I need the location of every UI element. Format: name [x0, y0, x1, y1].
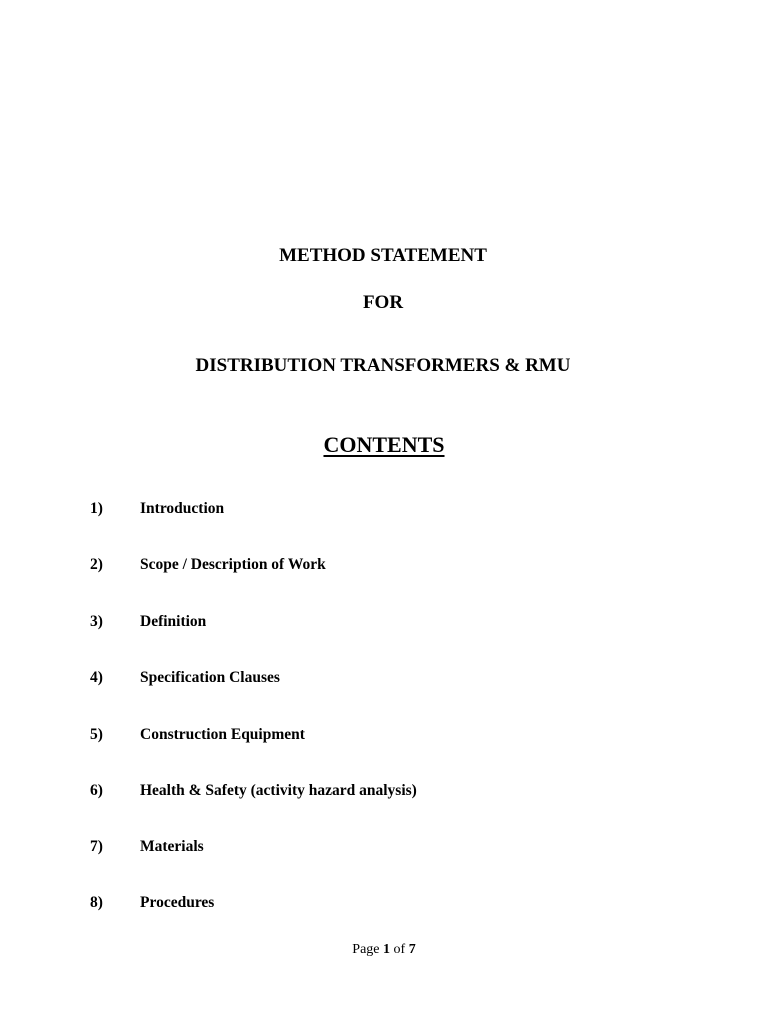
toc-label: Construction Equipment — [140, 726, 305, 743]
toc-number: 3) — [90, 613, 103, 630]
toc-item — [90, 892, 690, 914]
toc-item — [90, 724, 690, 746]
toc-number: 1) — [90, 500, 103, 517]
contents-heading: CONTENTS — [323, 432, 445, 457]
toc-label: Definition — [140, 613, 207, 630]
toc-item — [90, 667, 690, 689]
toc-label: Procedures — [140, 894, 215, 911]
page-footer — [0, 940, 768, 960]
toc-label: Scope / Description of Work — [140, 556, 326, 573]
toc-number: 5) — [90, 726, 103, 743]
toc-label: Specification Clauses — [140, 669, 280, 686]
toc-item — [90, 554, 690, 576]
toc-label: Materials — [140, 838, 204, 855]
page-of-label: of — [390, 942, 409, 957]
toc-label: Introduction — [140, 500, 225, 517]
title-line-for: FOR — [362, 292, 404, 313]
toc-number: 2) — [90, 556, 103, 573]
toc-number: 8) — [90, 894, 103, 911]
toc-number: 6) — [90, 782, 103, 799]
page-total-number: 7 — [408, 942, 416, 957]
title-line-subject: DISTRIBUTION TRANSFORMERS & RMU — [195, 355, 571, 376]
title-line-method-statement: METHOD STATEMENT — [279, 245, 487, 266]
toc-item — [90, 498, 690, 520]
toc-item — [90, 836, 690, 858]
page-current-number: 1 — [383, 942, 391, 957]
toc-number: 4) — [90, 669, 103, 686]
page-label: Page — [352, 942, 384, 957]
toc-label: Health & Safety (activity hazard analysis) — [140, 782, 417, 799]
toc-item — [90, 611, 690, 633]
toc-item — [90, 780, 690, 802]
toc-number: 7) — [90, 838, 103, 855]
